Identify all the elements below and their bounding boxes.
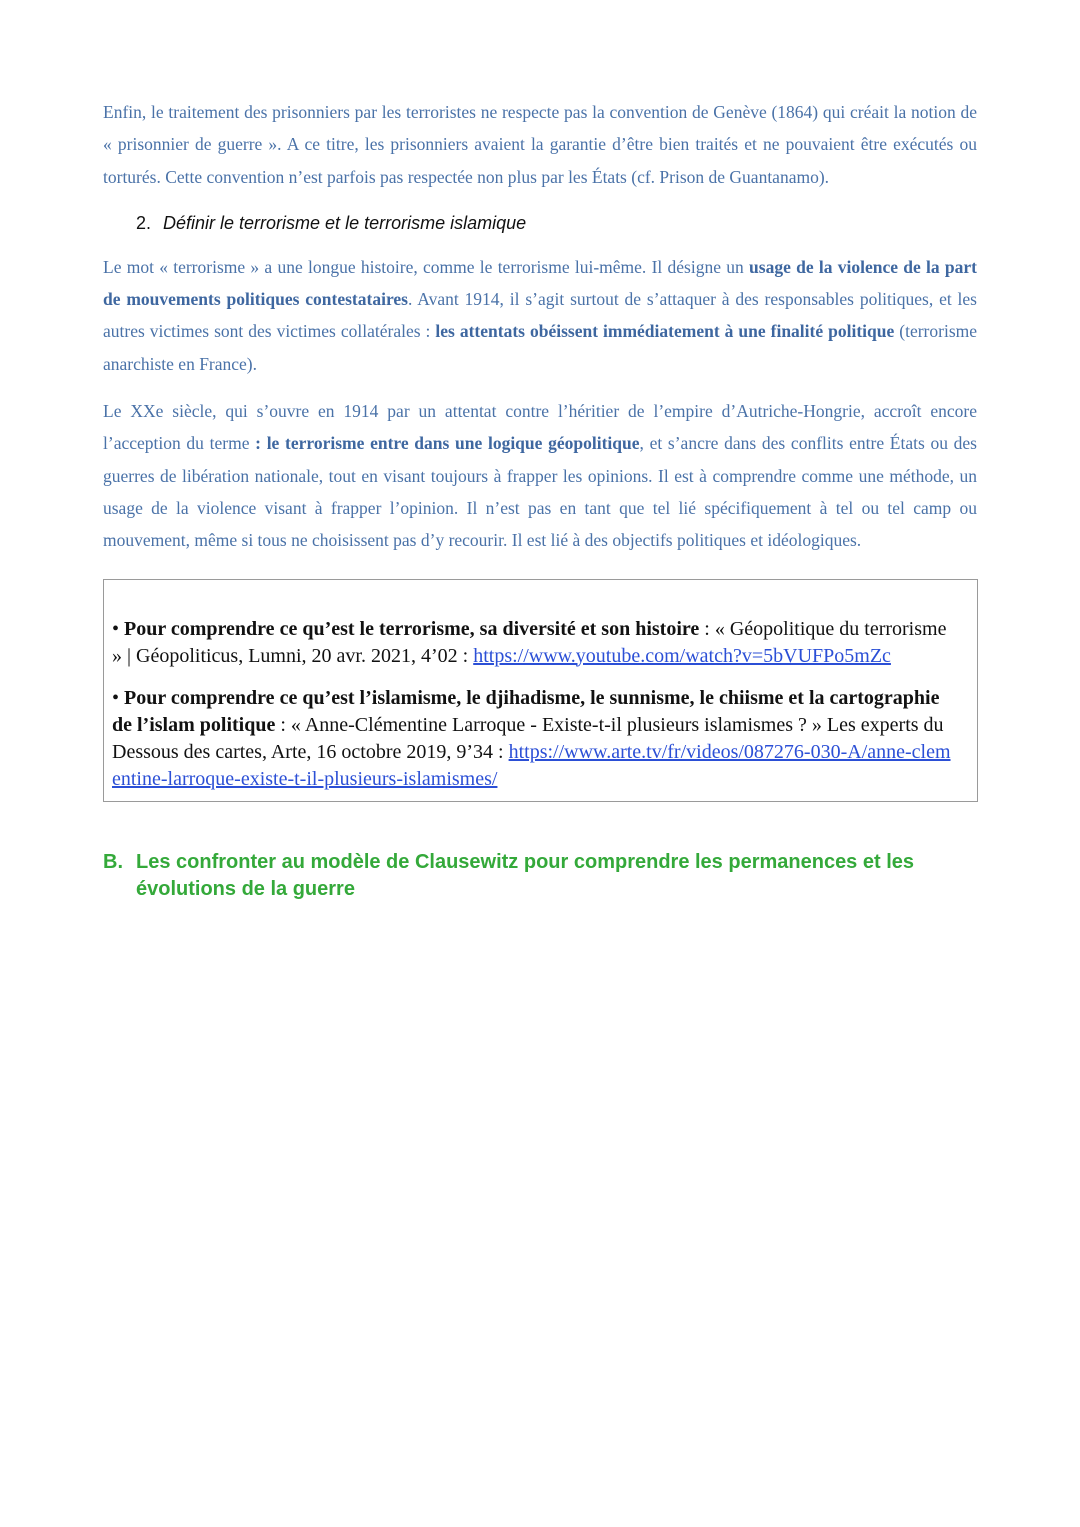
section-b-title: Les confronter au modèle de Clausewitz pour comprendre les permanences et les évolutions de la guerre <box>136 850 915 901</box>
resource-bold-title: Pour comprendre ce qu’est l’islamisme, le djihadisme, le sunnisme, le chiisme et la cartographie de l’islam politique <box>112 686 940 736</box>
subheading-number: 2. <box>136 212 152 233</box>
subheading-title: Définir le terrorisme et le terrorisme islamique <box>163 212 527 233</box>
resource-link-youtube[interactable]: https://www.youtube.com/watch?v=5bVUFPo5mZc <box>473 644 891 667</box>
bold-text-run: : le terrorisme entre dans une logique géopolitique <box>255 433 640 454</box>
bullet: • <box>112 686 120 709</box>
text-run: (terrorisme anarchiste en France). <box>103 321 978 374</box>
document-page <box>103 96 977 904</box>
text-run: , et s’ancre dans des conflits entre États ou des guerres de libération nationale, tout en visant toujours à frapper les opinions. Il est à comprendre comme une méthode, un usage de la violence visant à frapper l’opinion. Il n’est pas en tant que tel lié spécifiquement à tel ou tel camp ou mouvement, même si tous ne choisissent pas d’y recourir. Il est lié à des objectifs politiques et idéologiques. <box>103 433 977 551</box>
text-run: Le XXe siècle, qui s’ouvre en 1914 par un attentat contre l’héritier de l’empire d’Autriche-Hongrie, accroît encore l’acception du terme <box>103 401 977 454</box>
bullet: • <box>112 617 120 640</box>
resource-item-islamism <box>112 685 953 793</box>
resources-box <box>103 579 978 802</box>
resource-description: : « Géopolitique du terrorisme » | Géopoliticus, Lumni, 20 avr. 2021, 4’02 : <box>112 617 947 667</box>
paragraph-terrorism-history <box>103 251 977 380</box>
resource-item-terrorism <box>112 616 953 670</box>
resource-link-arte[interactable]: https://www.arte.tv/fr/videos/087276-030-A/anne-clementine-larroque-existe-t-il-plusieurs-islamismes/ <box>112 740 951 790</box>
bold-text-run: les attentats obéissent immédiatement à une finalité politique <box>435 321 895 342</box>
text-run: . Avant 1914, il s’agit surtout de s’attaquer à des responsables politiques, et les autres victimes sont des victimes collatérales : <box>103 289 977 342</box>
resource-description: : « Anne-Clémentine Larroque - Existe-t-il plusieurs islamismes ? » Les experts du Dessous des cartes, Arte, 16 octobre 2019, 9’34 : <box>112 713 944 763</box>
section-b-letter: B. <box>103 850 123 873</box>
bold-text-run: usage de la violence de la part de mouvements politiques contestataires <box>103 256 978 310</box>
paragraph-geneva-convention: Enfin, le traitement des prisonniers par les terroristes ne respecte pas la convention de Genève (1864) qui créait la notion de « prisonnier de guerre ». A ce titre, les prisonniers avaient la garantie d’être bien traités et ne pouvaient être exécutés ou torturés. Cette convention n’est parfois pas respectée non plus par les États (cf. Prison de Guantanamo). <box>103 102 977 187</box>
section-b-heading <box>103 849 977 904</box>
text-run: Le mot « terrorisme » a une longue histoire, comme le terrorisme lui-même. Il désigne un <box>103 256 750 277</box>
subheading-define-terrorism <box>136 209 977 237</box>
paragraph-twentieth-century <box>103 395 977 556</box>
resource-bold-title: Pour comprendre ce qu’est le terrorisme, sa diversité et son histoire <box>124 617 700 640</box>
